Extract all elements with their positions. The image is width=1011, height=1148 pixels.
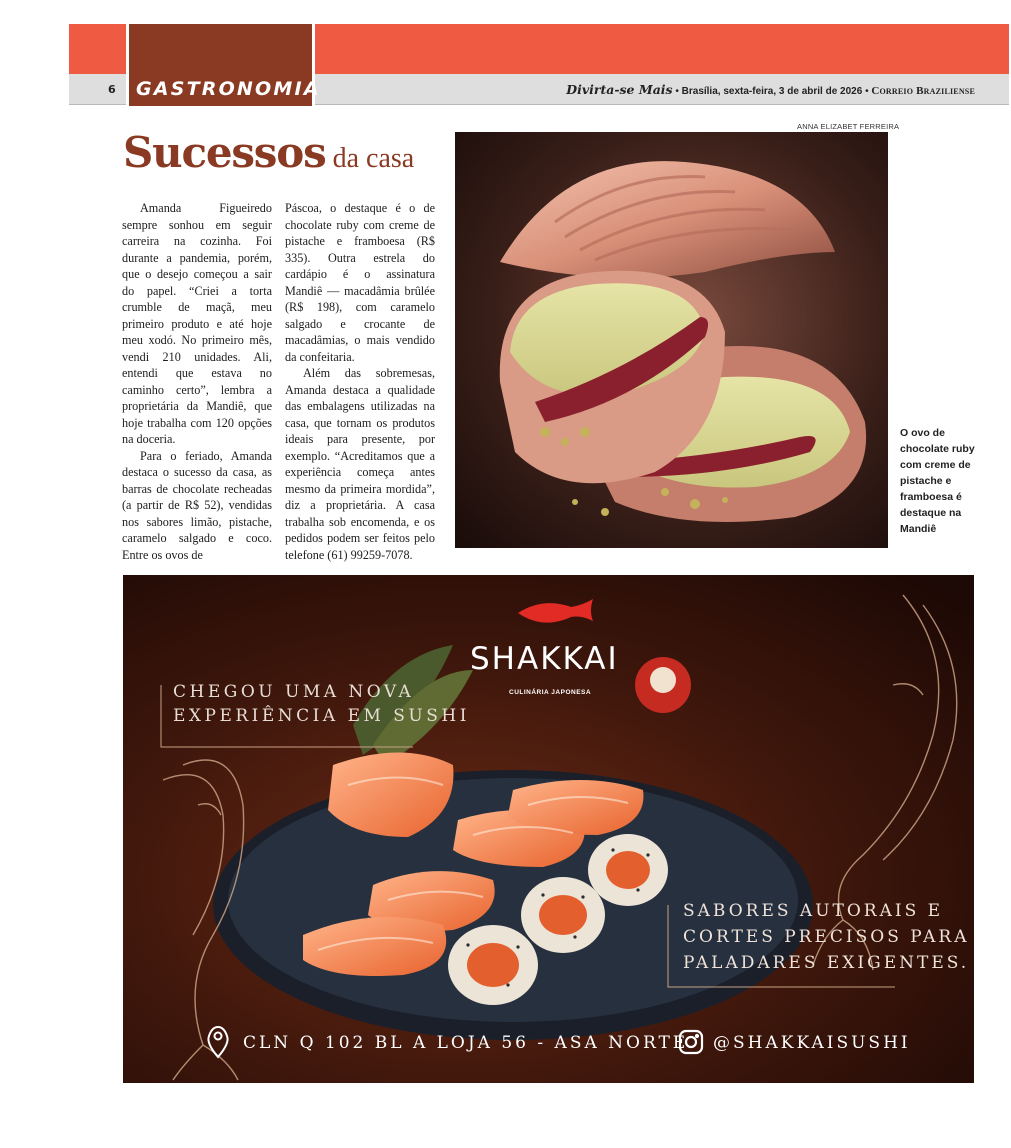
article-column-2	[285, 200, 435, 562]
tagline-line: PALADARES EXIGENTES.	[683, 953, 970, 973]
paragraph: Amanda Figueiredo sempre sonhou em seguir carreira na cozinha. Foi durante a pandemia, porém, que o desejo começou a sair do papel. “Criei a torta crumble de maçã, meu primeiro produto e até hoje meu xodó. No primeiro mês, vendi 210 unidades. Ali, entendi que estava no caminho certo”, lembra a proprietária da Mandiê, que hoje trabalha com 120 opções na doceria.	[122, 201, 272, 446]
tagline-line: CHEGOU UMA NOVA	[173, 682, 415, 702]
headline-rest: da casa	[332, 143, 415, 174]
chocolate-egg-photo	[455, 132, 888, 548]
bullet-separator: •	[675, 86, 682, 97]
paragraph: Para o feriado, Amanda destaca o sucesso da casa, as barras de chocolate recheadas (a partir de R$ 52), vendidas nos sabores limão, pistache, caramelo salgado e coco. Entre os ovos de	[122, 448, 272, 562]
issue-date: Brasília, sexta-feira, 3 de abril de 2026	[681, 86, 863, 97]
paragraph: Páscoa, o destaque é o de chocolate ruby com creme de pistache e framboesa (R$ 335). Outra estrela do cardápio é o assinatura Mandiê — macadâmia brûlée (R$ 198), com caramelo salgado e crocante de macadâmias, o mais vendido da confeitaria.	[285, 201, 435, 364]
tagline-line: EXPERIÊNCIA EM SUSHI	[173, 706, 470, 726]
ad-instagram-handle[interactable]: @SHAKKAISUSHI	[713, 1033, 911, 1053]
article-headline	[123, 128, 414, 177]
photo-credit: ANNA ELIZABET FERREIRA	[797, 122, 900, 131]
ad-brand-name: SHAKKAI	[470, 641, 619, 677]
chocolate-egg-illustration	[455, 132, 888, 548]
ad-tagline-bottom	[683, 898, 969, 976]
page-number: 6	[108, 83, 116, 96]
tagline-line: CORTES PRECISOS PARA	[683, 927, 970, 947]
headline-main: Sucessos	[123, 128, 326, 177]
ad-brand-subtitle: CULINÁRIA JAPONESA	[509, 689, 592, 696]
newspaper-name: Correio Braziliense	[871, 85, 975, 97]
photo-caption: O ovo de chocolate ruby com creme de pistache e framboesa é destaque na Mandiê	[900, 427, 975, 535]
section-title: GASTRONOMIA	[136, 78, 321, 100]
folio-line	[566, 82, 975, 97]
section-tab	[126, 24, 321, 106]
magazine-name: Divirta-se Mais	[566, 82, 673, 97]
ad-address: CLN Q 102 BL A LOJA 56 - ASA NORTE	[243, 1033, 689, 1053]
ad-tagline-top	[173, 680, 470, 728]
shakkai-advertisement[interactable]	[123, 575, 974, 1083]
paragraph: Além das sobremesas, Amanda destaca a qualidade das embalagens utilizadas na casa, que tornam os produtos ideais para presente, por exemplo. “Acreditamos que a experiência começa antes mesmo da primeira mordida”, diz a proprietária. A casa trabalha sob encomenda, e os pedidos podem ser feitos pelo telefone (61) 99259-7078.	[285, 366, 435, 562]
bullet-separator: •	[865, 86, 872, 97]
article-column-1	[122, 200, 272, 562]
tagline-line: SABORES AUTORAIS E	[683, 901, 944, 921]
